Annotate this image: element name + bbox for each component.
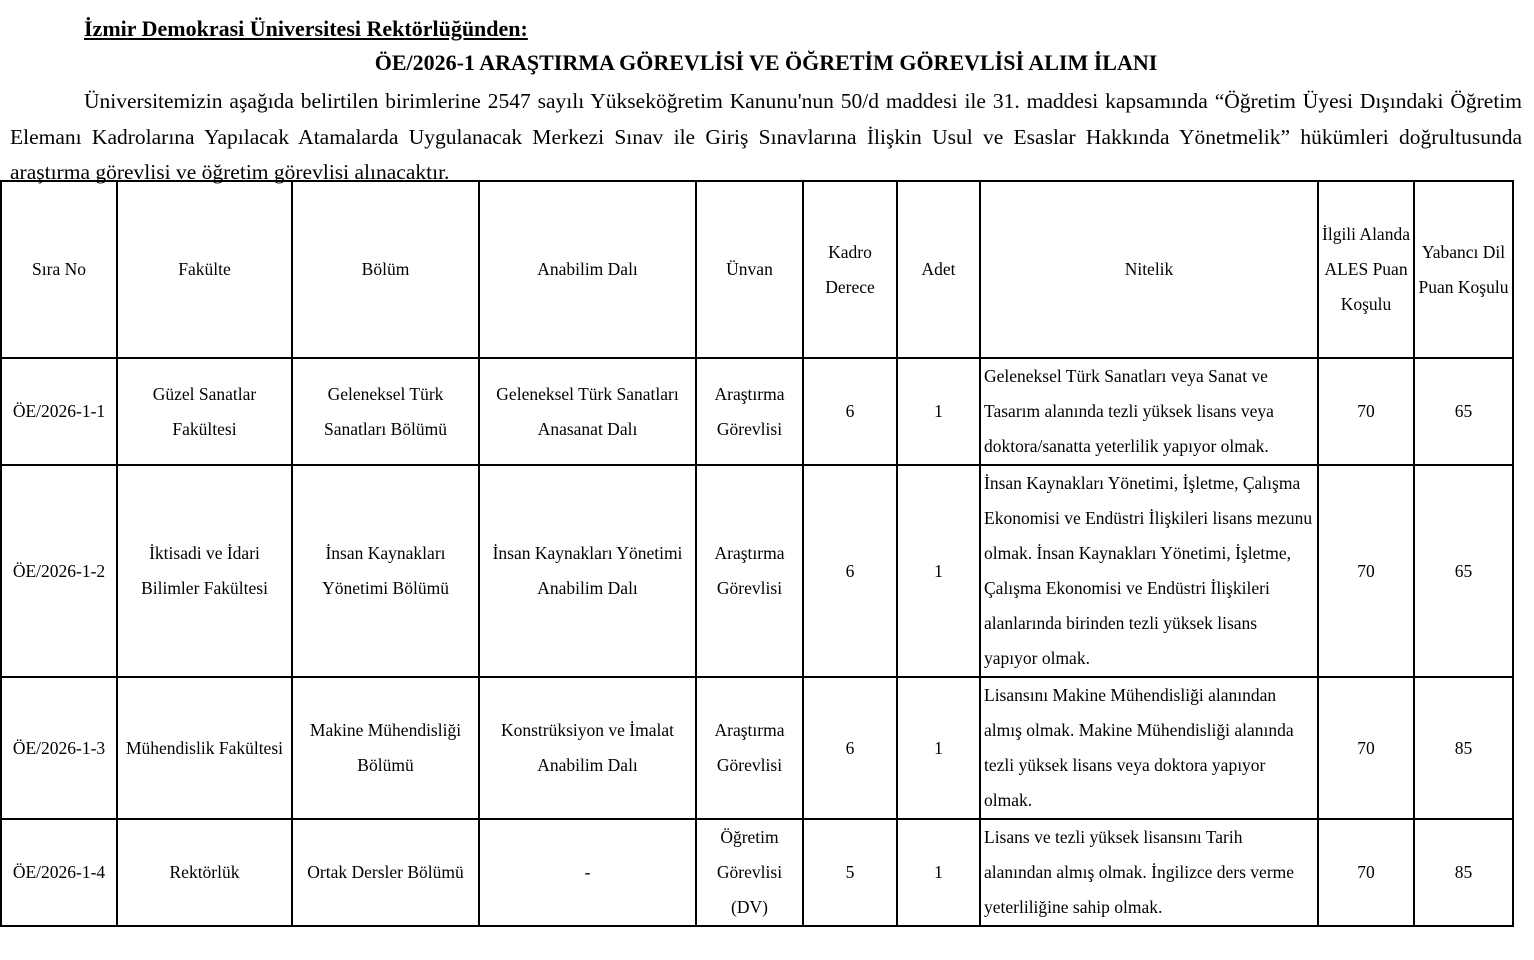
cell-ales: 70 — [1318, 465, 1414, 677]
cell-anabilim: İnsan Kaynakları Yönetimi Anabilim Dalı — [479, 465, 696, 677]
table-row — [1, 819, 1513, 926]
table-row — [1, 358, 1513, 465]
cell-nitelik: Geleneksel Türk Sanatları veya Sanat ve Tasarım alanında tezli yüksek lisans veya doktora/sanatta yeterlilik yapıyor olmak. — [980, 358, 1318, 465]
cell-ales: 70 — [1318, 819, 1414, 926]
cell-bolum: Geleneksel Türk Sanatları Bölümü — [292, 358, 479, 465]
cell-unvan: Araştırma Görevlisi — [696, 677, 803, 819]
cell-unvan: Araştırma Görevlisi — [696, 358, 803, 465]
table-header-row — [1, 181, 1513, 358]
cell-sira-no: ÖE/2026-1-4 — [1, 819, 117, 926]
col-header-kadro-derece: Kadro Derece — [803, 181, 897, 358]
cell-sira-no: ÖE/2026-1-1 — [1, 358, 117, 465]
cell-fakulte: Rektörlük — [117, 819, 292, 926]
table-row — [1, 677, 1513, 819]
cell-anabilim: - — [479, 819, 696, 926]
cell-nitelik: Lisans ve tezli yüksek lisansını Tarih alanından almış olmak. İngilizce ders verme yeterliliğine sahip olmak. — [980, 819, 1318, 926]
cell-adet: 1 — [897, 465, 980, 677]
cell-fakulte: Mühendislik Fakültesi — [117, 677, 292, 819]
intro-paragraph: Üniversitemizin aşağıda belirtilen birimlerine 2547 sayılı Yükseköğretim Kanunu'nun 50/d maddesi ile 31. maddesi kapsamında “Öğretim Üyesi Dışındaki Öğretim Elemanı Kadrolarına Yapılacak Atamalarda Uygulanacak Merkezi Sınav ile Giriş Sınavlarına İlişkin Usul ve Esaslar Hakkında Yönetmelik” hükümleri doğrultusunda araştırma görevlisi ve öğretim görevlisi alınacaktır. — [10, 89, 1522, 184]
col-header-adet: Adet — [897, 181, 980, 358]
cell-adet: 1 — [897, 358, 980, 465]
cell-anabilim: Konstrüksiyon ve İmalat Anabilim Dalı — [479, 677, 696, 819]
cell-bolum: Makine Mühendisliği Bölümü — [292, 677, 479, 819]
cell-yabanci-dil: 65 — [1414, 358, 1513, 465]
cell-bolum: Ortak Dersler Bölümü — [292, 819, 479, 926]
cell-nitelik: Lisansını Makine Mühendisliği alanından almış olmak. Makine Mühendisliği alanında tezli yüksek lisans veya doktora yapıyor olmak. — [980, 677, 1318, 819]
cell-kadro-derece: 6 — [803, 677, 897, 819]
col-header-sira-no: Sıra No — [1, 181, 117, 358]
cell-yabanci-dil: 85 — [1414, 677, 1513, 819]
cell-kadro-derece: 6 — [803, 358, 897, 465]
cell-nitelik: İnsan Kaynakları Yönetimi, İşletme, Çalışma Ekonomisi ve Endüstri İlişkileri lisans mezunu olmak. İnsan Kaynakları Yönetimi, İşletme, Çalışma Ekonomisi ve Endüstri İlişkileri alanlarında birinden tezli yüksek lisans yapıyor olmak. — [980, 465, 1318, 677]
cell-bolum: İnsan Kaynakları Yönetimi Bölümü — [292, 465, 479, 677]
cell-unvan: Araştırma Görevlisi — [696, 465, 803, 677]
cell-ales: 70 — [1318, 358, 1414, 465]
positions-table — [0, 180, 1514, 927]
cell-yabanci-dil: 85 — [1414, 819, 1513, 926]
col-header-fakulte: Fakülte — [117, 181, 292, 358]
announcement-document — [10, 14, 1522, 191]
cell-kadro-derece: 6 — [803, 465, 897, 677]
cell-kadro-derece: 5 — [803, 819, 897, 926]
cell-sira-no: ÖE/2026-1-3 — [1, 677, 117, 819]
table-row — [1, 465, 1513, 677]
cell-fakulte: İktisadi ve İdari Bilimler Fakültesi — [117, 465, 292, 677]
col-header-unvan: Ünvan — [696, 181, 803, 358]
cell-adet: 1 — [897, 677, 980, 819]
cell-fakulte: Güzel Sanatlar Fakültesi — [117, 358, 292, 465]
col-header-bolum: Bölüm — [292, 181, 479, 358]
announcement-title: ÖE/2026-1 ARAŞTIRMA GÖREVLİSİ VE ÖĞRETİM GÖREVLİSİ ALIM İLANI — [374, 50, 1158, 75]
cell-adet: 1 — [897, 819, 980, 926]
col-header-ales: İlgili Alanda ALES Puan Koşulu — [1318, 181, 1414, 358]
cell-yabanci-dil: 65 — [1414, 465, 1513, 677]
cell-ales: 70 — [1318, 677, 1414, 819]
cell-unvan: Öğretim Görevlisi (DV) — [696, 819, 803, 926]
cell-anabilim: Geleneksel Türk Sanatları Anasanat Dalı — [479, 358, 696, 465]
col-header-anabilim: Anabilim Dalı — [479, 181, 696, 358]
col-header-nitelik: Nitelik — [980, 181, 1318, 358]
institution-heading: İzmir Demokrasi Üniversitesi Rektörlüğünden: — [84, 16, 528, 41]
col-header-yabanci-dil: Yabancı Dil Puan Koşulu — [1414, 181, 1513, 358]
cell-sira-no: ÖE/2026-1-2 — [1, 465, 117, 677]
